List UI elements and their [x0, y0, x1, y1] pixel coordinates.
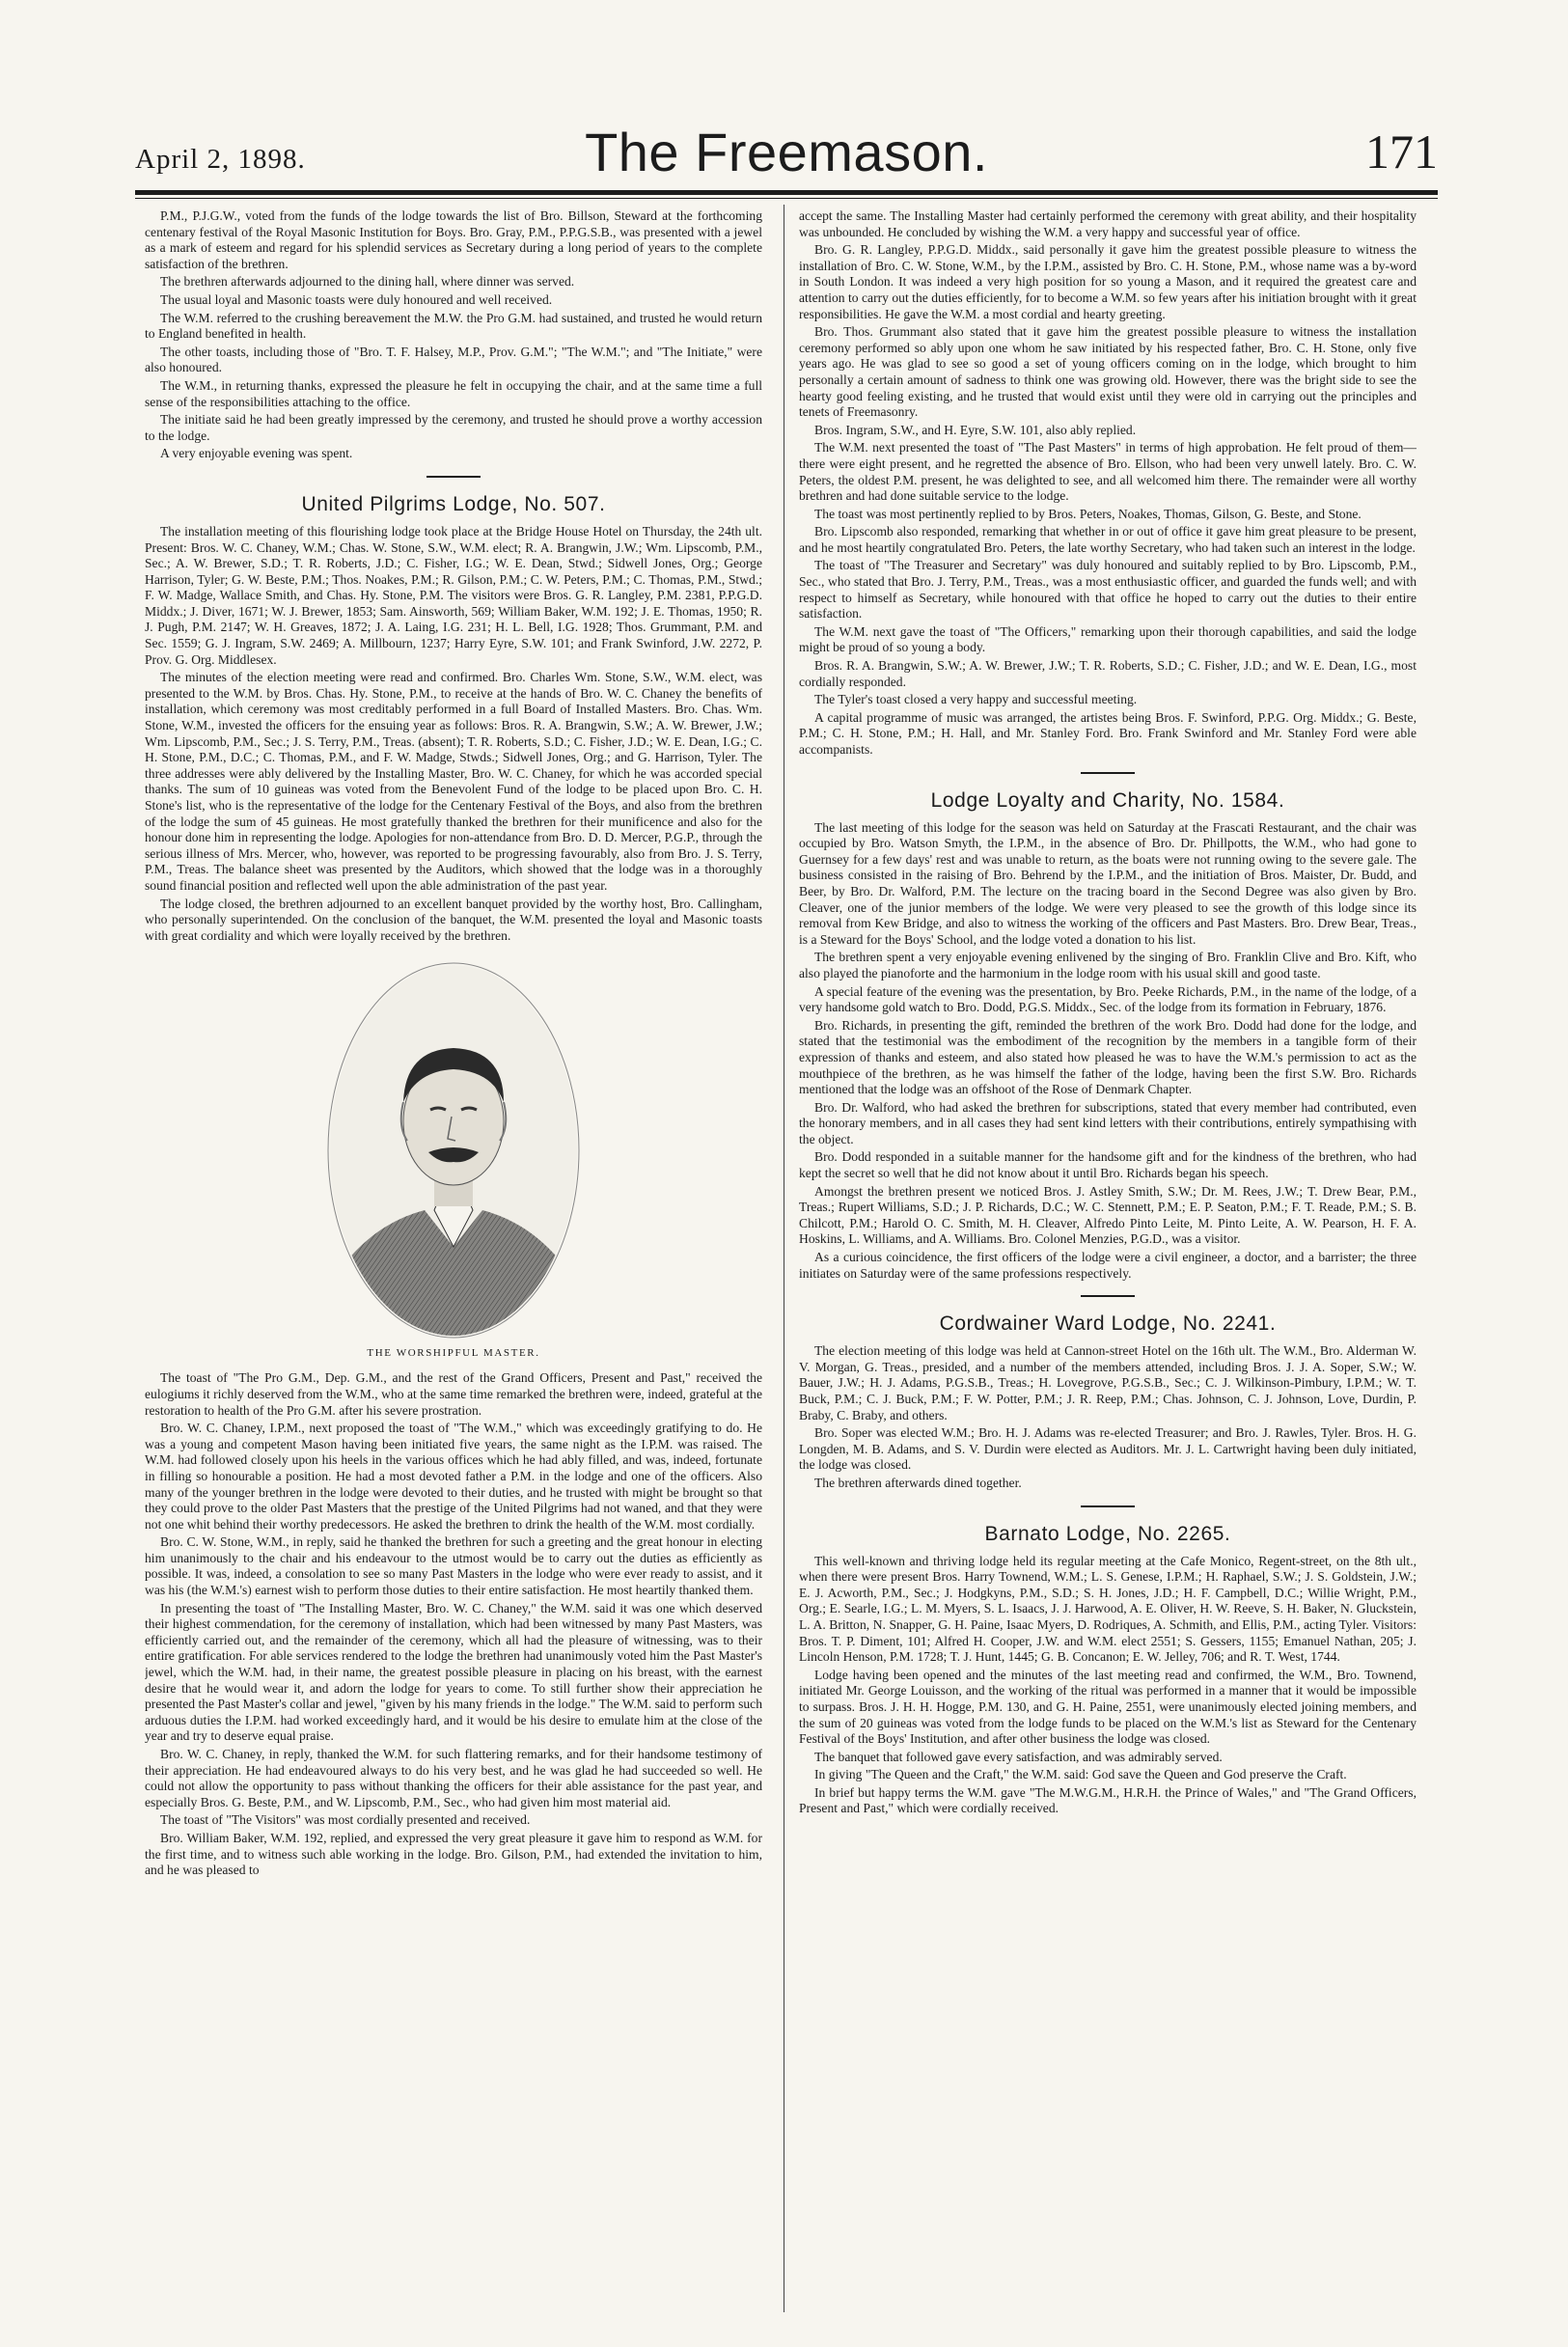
article-paragraph: P.M., P.J.G.W., voted from the funds of the lodge towards the list of Bro. Billson, Steward at the forthcoming centenary festival of the Royal Masonic Institution for Boys. Bro. Gray, P.M., P.P.G.S.B., was presented with a jewel as a mark of esteem and regard for his splendid services as Secretary during a long period of years to the complete satisfaction of the brethren. [145, 208, 762, 271]
section-heading-barnato: Barnato Lodge, No. 2265. [984, 1522, 1231, 1545]
article-paragraph: The W.M., in returning thanks, expressed the pleasure he felt in occupying the chair, and at the same time a full sense of the responsibilities attaching to the office. [145, 377, 762, 409]
left-column [145, 208, 762, 2312]
article-paragraph: Bro. Lipscomb also responded, remarking that whether in or out of office it gave him great pleasure to be present, and he most heartily congratulated Bro. Peters, the late worthy Secretary, who had taken such an interest in the lodge. [799, 524, 1417, 555]
portrait-illustration [145, 957, 762, 1343]
newspaper-title: The Freemason. [585, 122, 988, 182]
article-paragraph: The initiate said he had been greatly impressed by the ceremony, and trusted he should prove a worthy accession to the lodge. [145, 412, 762, 443]
article-paragraph: Bro. Soper was elected W.M.; Bro. H. J. Adams was re-elected Treasurer; and Bro. J. Rawles, Tyler. Bros. H. G. Longden, M. B. Adams, and S. V. Durdin were elected as Auditors. Mr. J. L. Cartwright having been duly initiated, the lodge was closed. [799, 1425, 1417, 1473]
article-paragraph: accept the same. The Installing Master had certainly performed the ceremony with great ability, and their hospitality was unbounded. He concluded by wishing the W.M. a very happy and successful year of office. [799, 208, 1417, 239]
article-paragraph: The Tyler's toast closed a very happy and successful meeting. [814, 692, 1138, 707]
section-heading-united-pilgrims: United Pilgrims Lodge, No. 507. [301, 492, 606, 515]
article-paragraph: The toast of "The Treasurer and Secretary" was duly honoured and suitably replied to by Bro. Lipscomb, P.M., Sec., who stated that Bro. J. Terry, P.M., Treas., was a most enthusiastic officer, and guarded the funds well; and with respect to himself as Secretary, while honoured with that office he hoped to carry out the duties to their entire satisfaction. [799, 558, 1417, 621]
article-paragraph: Bro. C. W. Stone, W.M., in reply, said he thanked the brethren for such a greeting and the great honour in electing him unanimously to the chair and his endeavour to the utmost would be to carry out the duties as efficiently as possible. It was, indeed, a consolation to see so many Past Masters in the lodge who were ever ready to assist, and it was his (the W.M.'s) earnest wish to perform those duties to their entire satisfaction. He most heartily thanked them. [145, 1534, 762, 1598]
article-paragraph: The minutes of the election meeting were read and confirmed. Bro. Charles Wm. Stone, S.W., W.M. elect, was presented to the W.M. by Bros. Chas. Hy. Stone, P.M., to receive at the hands of Bro. W. C. Chaney the benefits of installation, which ceremony was most creditably performed in a full Board of Installed Masters. Bro. Chas. Wm. Stone, W.M., invested the officers for the ensuing year as follows: Bros. R. A. Brangwin, S.W.; A. W. Brewer, J.W.; Wm. Lipscomb, P.M., Sec.; J. S. Terry, P.M., Treas. (absent); T. R. Roberts, S.D.; C. Fisher, J.D.; W. E. Dean, I.G.; C. H. Stone, P.M., D.C.; C. Thomas, P.M., and F. W. Madge, Stwds.; Sidwell Jones, Org.; and G. Harrison, Tyler. The three addresses were ably delivered by the Installing Master, Bro. W. C. Chaney, for which he was accorded special thanks. The sum of 10 guineas was voted from the Benevolent Fund of the lodge to be placed upon Bro. C. H. Stone's list, who is the representative of the lodge for the Centenary Festival of the Boys, and also from the brethren of the lodge the sum of 45 guineas. He most gratefully thanked the brethren for their munificence and also for the honour done him in representing the lodge. Apologies for non-attendance from Bro. D. D. Mercer, P.G.P., through the serious illness of Mrs. Mercer, who, however, was reported to be progressing favourably, also from Bro. J. S. Terry, P.M., Treas. The balance sheet was presented by the Auditors, which showed that the lodge was in a thoroughly sound financial position and reflected well upon the able administration of the past year. [145, 670, 762, 893]
article-paragraph: Bro. Dodd responded in a suitable manner for the handsome gift and for the kindness of the brethren, who had kept the secret so well that he did not know about it until Bro. Richards began his speech. [799, 1149, 1417, 1181]
article-paragraph: The brethren afterwards adjourned to the dining hall, where dinner was served. [160, 274, 575, 290]
article-paragraph: In presenting the toast of "The Installing Master, Bro. W. C. Chaney," the W.M. said it was one which deserved their highest commendation, for the ceremony of installation, which had been witnessed by many Past Masters, was efficiently carried out, and the remainder of the ceremony, which all had the pleasure of witnessing, was to their entire gratification. For able services rendered to the lodge the brethren had unanimously voted him the Past Master's jewel, which the W.M. had, in their name, the greatest possible pleasure in placing on his breast, with the earnest desire that he would wear it, and adorn the lodge for years to come. To still further show their appreciation he presented the Past Master's collar and jewel, "given by his many friends in the lodge." The W.M. said to perform such arduous duties the I.P.M. had worked exceedingly hard, and it would be his desire to emulate him at the close of the year and try to deserve equal praise. [145, 1600, 762, 1744]
article-paragraph: The toast of "The Pro G.M., Dep. G.M., and the rest of the Grand Officers, Present and Past," received the eulogiums it richly deserved from the W.M., who at the same time remarked the brethren were, indeed, grateful at the restoration to health of the Pro G.M. after his severe prostration. [145, 1370, 762, 1418]
article-paragraph: In giving "The Queen and the Craft," the W.M. said: God save the Queen and God preserve the Craft. [814, 1767, 1347, 1782]
section-separator [426, 476, 481, 478]
article-paragraph: The W.M. referred to the crushing bereavement the M.W. the Pro G.M. had sustained, and trusted he would return to England benefited in health. [145, 310, 762, 342]
article-paragraph: The toast of "The Visitors" was most cordially presented and received. [160, 1812, 531, 1828]
article-paragraph: The usual loyal and Masonic toasts were duly honoured and well received. [160, 291, 553, 307]
article-paragraph: Bros. Ingram, S.W., and H. Eyre, S.W. 101, also ably replied. [814, 422, 1137, 437]
article-paragraph: The installation meeting of this flourishing lodge took place at the Bridge House Hotel on Thursday, the 24th ult. Present: Bros. W. C. Chaney, W.M.; Chas. W. Stone, S.W., W.M. elect; R. A. Brangwin, J.W.; Wm. Lipscomb, P.M., Sec.; A. W. Brewer, S.D.; T. R. Roberts, J.D.; C. Fisher, I.G.; W. E. Dean, Stwd.; Sidwell Jones, Org.; George Harrison, Tyler; G. W. Beste, P.M.; Thos. Noakes, P.M.; R. Gilson, P.M.; C. W. Peters, P.M.; C. Thomas, P.M., Stwd.; F. W. Madge, Wallace Smith, and Chas. Hy. Stone, P.M. The visitors were Bros. G. R. Langley, P.M. 2381, P.P.G.D. Middx.; J. Diver, 1671; W. J. Brewer, 1853; Sam. Ainsworth, 569; William Baker, W.M. 192; J. E. Thomas, 1950; R. J. Pugh, P.M. 2147; W. H. Greaves, 1872; J. A. Laing, I.G. 231; H. L. Bell, I.G. 1928; Thos. Grummant, P.M. and Sec. 1559; G. J. Ingram, S.W. 2469; A. Millbourn, 1237; Harry Eyre, S.W. 101; and Frank Swinford, J.W. 2272, P. Prov. G. Org. Middlesex. [145, 523, 762, 667]
article-paragraph: The toast was most pertinently replied to by Bros. Peters, Noakes, Thomas, Gilson, G. Beste, and Stone. [814, 506, 1362, 521]
masthead [135, 114, 1438, 189]
article-paragraph: Lodge having been opened and the minutes of the last meeting read and confirmed, the W.M., Bro. Townend, initiated Mr. George Louisson, and the working of the ritual was performed in a manner that it would be impossible to surpass. Bros. J. H. H. Hogge, P.M. 130, and G. H. Paine, 2551, were unanimously elected joining members, and the sum of 20 guineas was voted from the lodge funds to be placed on the W.M.'s list as Steward for the Centenary Festival of the Boys' Institution, and after other business the lodge was closed. [799, 1667, 1417, 1747]
article-paragraph: Bro. G. R. Langley, P.P.G.D. Middx., said personally it gave him the greatest possible pleasure to witness the installation of Bro. C. W. Stone, W.M., by the I.P.M., assisted by Bro. C. H. Stone, P.M., whose name was a by-word in South London. It was indeed a very high position for so young a Mason, and it required the greatest care and attention to carry out the duties efficiently, for to become a W.M. so few years after his initiation brought with it great responsibilities. He gave the W.M. a most cordial and hearty greeting. [799, 242, 1417, 321]
article-paragraph: In brief but happy terms the W.M. gave "The M.W.G.M., H.R.H. the Prince of Wales," and "The Grand Officers, Present and Past," which were cordially received. [799, 1784, 1417, 1816]
section-heading-cordwainer-ward: Cordwainer Ward Lodge, No. 2241. [939, 1312, 1277, 1336]
article-paragraph: As a curious coincidence, the first officers of the lodge were a civil engineer, a doctor, and a barrister; the three initiates on Saturday were of the same professions respectively. [799, 1250, 1417, 1281]
article-paragraph: The brethren afterwards dined together. [814, 1475, 1022, 1490]
portrait-caption: THE WORSHIPFUL MASTER. [367, 1347, 540, 1360]
issue-date: April 2, 1898. [135, 144, 306, 175]
article-paragraph: Bro. W. C. Chaney, in reply, thanked the W.M. for such flattering remarks, and for their handsome testimony of their appreciation. He had endeavoured always to do his very best, and he was glad he had succeeded so well. He could not allow the opportunity to pass without thanking the officers for their able assistance for the past year, and especially Bros. G. Beste, P.M., and W. Lipscomb, P.M., Sec., who had given him most material aid. [145, 1747, 762, 1809]
article-paragraph: Bro. W. C. Chaney, I.P.M., next proposed the toast of "The W.M.," which was exceedingly gratifying to do. He was a young and competent Mason having been initiated five years, the same night as the I.P.M. was raised. The W.M. had followed closely upon his heels in the various offices which he had ably filled, and was, indeed, fortunate in filling so honourable a position. He had a most devoted father a P.M. in the lodge and one of the officers. Also many of the younger brethren in the lodge were devoted to their duties, and he trusted with might be brought so that they could prove to the older Past Masters that the prestige of the United Pilgrims had not waned, and that they were not one whit behind their worthy predecessors. He asked the brethren to drink the health of the W.M. most cordially. [145, 1421, 762, 1532]
article-paragraph: A very enjoyable evening was spent. [160, 446, 353, 461]
section-heading-loyalty-charity: Lodge Loyalty and Charity, No. 1584. [930, 788, 1285, 812]
article-paragraph: The W.M. next gave the toast of "The Officers," remarking upon their thorough capabilities, and said the lodge might be proud of so young a body. [799, 623, 1417, 655]
article-paragraph: This well-known and thriving lodge held its regular meeting at the Cafe Monico, Regent-street, on the 8th ult., when there were present Bros. Harry Townend, W.M.; L. S. Genese, I.P.M.; H. Raphael, S.W.; J. S. Goldstein, J.W.; E. J. Acworth, P.M., Sec.; J. Hodgkyns, P.M., S.D.; S. H. Jones, J.D.; H. F. Campbell, D.C.; Willie Wright, P.M., Org.; E. Searle, I.G.; L. M. Myers, S. L. Isaacs, J. J. Harwood, A. E. Oliver, H. W. Reeve, S. H. Baker, N. Gluckstein, L. A. Britton, N. Snapper, G. H. Paine, Isaac Myers, D. Rodriques, A. Schmith, and Ellis, P.M., acting Tyler. Visitors: Bros. T. P. Diment, 101; Alfred H. Cooper, J.W. and W.M. elect 2551; S. Gessers, 1155; Emanuel Nathan, 205; J. Lincoln Henson, P.M. 1728; T. J. Hunt, 1445; G. B. Concanon; E. W. Jelley, 706; and R. T. West, 1744. [799, 1553, 1417, 1665]
article-paragraph: A special feature of the evening was the presentation, by Bro. Peeke Richards, P.M., in the name of the lodge, of a very handsome gold watch to Bro. Dodd, P.G.S. Middx., Sec. of the lodge from its formation in February, 1876. [799, 983, 1417, 1015]
article-paragraph: Bro. Richards, in presenting the gift, reminded the brethren of the work Bro. Dodd had done for the lodge, and stated that the testimonial was the embodiment of the recognition by the members in a tangible form of their expression of thanks and esteem, and also stated how pleased he was to have the W.M.'s permission to act as the mouthpiece of the brethren, as he was himself the father of the lodge, having been the first S.W. Bro. Richards mentioned that the lodge was an offshoot of the Rose of Denmark Chapter. [799, 1017, 1417, 1097]
article-paragraph: The election meeting of this lodge was held at Cannon-street Hotel on the 16th ult. The W.M., Bro. Alderman W. V. Morgan, G. Treas., presided, and a number of the members attended, including Bros. J. J. A. Soper, S.W.; W. Bauer, J.W.; H. J. Adams, P.G.S.B., Treas.; H. Lovegrove, P.G.S.B., Sec.; C. J. Wilkinson-Pimbury, I.P.M.; W. T. Buck, P.M.; C. J. Buck, P.M.; F. W. Potter, P.M.; J. R. Reep, P.M.; Chas. Johnson, C. J. Johnson, Love, Durdin, P. Braby, C. Braby, and others. [799, 1343, 1417, 1422]
article-paragraph: Bro. Dr. Walford, who had asked the brethren for subscriptions, stated that every member had contributed, even the honorary members, and in all cases they had sent kind letters with their contributions, entirely sympathising with the object. [799, 1099, 1417, 1146]
article-paragraph: The lodge closed, the brethren adjourned to an excellent banquet provided by the worthy host, Bro. Callingham, who personally superintended. On the conclusion of the banquet, the W.M. presented the loyal and Masonic toasts with great cordiality and which were loyally received by the brethren. [145, 896, 762, 943]
right-column [799, 208, 1417, 2312]
section-separator [1081, 1295, 1135, 1297]
article-paragraph: The other toasts, including those of "Bro. T. F. Halsey, M.P., Prov. G.M."; "The W.M."; and "The Initiate," were also honoured. [145, 344, 762, 375]
header-rule [135, 190, 1438, 195]
article-paragraph: The W.M. next presented the toast of "The Past Masters" in terms of high approbation. He felt proud of them—there were eight present, and he regretted the absence of Bro. Ellson, who had been very unwell lately. Bro. C. W. Peters, the oldest P.M. present, he was delighted to see, and all welcomed him there. The remainder were all worthy brethren and had done suitable service to the lodge. [799, 440, 1417, 504]
section-separator [1081, 1505, 1135, 1507]
article-paragraph: Bros. R. A. Brangwin, S.W.; A. W. Brewer, J.W.; T. R. Roberts, S.D.; C. Fisher, J.D.; and W. E. Dean, I.G., most cordially responded. [799, 658, 1417, 689]
article-paragraph: Bro. Thos. Grummant also stated that it gave him the greatest possible pleasure to witness the installation ceremony performed so ably upon one whom he saw initiated by his respected father, Bro. C. H. Stone, only five years ago. He was glad to see so good a set of young officers coming on in the lodge, which brought to him personally a certain amount of sadness to think one was growing old. However, there was the bright side to see the hearty good feeling existing, and he trusted that would exist until they were old in carrying out the principles and tenets of Freemasonry. [799, 324, 1417, 420]
page-number: 171 [1365, 124, 1438, 179]
article-paragraph: The brethren spent a very enjoyable evening enlivened by the singing of Bro. Franklin Clive and Bro. Kift, who also played the pianoforte and the harmonium in the lodge room with his usual skill and good taste. [799, 950, 1417, 980]
article-paragraph: Amongst the brethren present we noticed Bros. J. Astley Smith, S.W.; Dr. M. Rees, J.W.; T. Drew Bear, P.M., Treas.; Rupert Williams, S.D.; J. P. Richards, D.C.; W. C. Stennett, P.M.; E. P. Seaton, P.M.; F. T. Reade, P.M.; S. B. Chilcott, P.M.; Harold O. C. Smith, M. H. Cleaver, Alfredo Pinto Leite, M. Pinto Leite, A. W. Pearson, H. F. A. Hoskins, L. Williams, and A. Williams. Bro. Colonel Menzies, P.G.D., was a visitor. [799, 1183, 1417, 1247]
article-paragraph: A capital programme of music was arranged, the artistes being Bros. F. Swinford, P.P.G. Org. Middx.; G. Beste, P.M.; C. H. Stone, P.M.; H. Hall, and Mr. Stanley Ford. Bro. Frank Swinford and Mr. Stanley Ford were able accompanists. [799, 709, 1417, 757]
article-paragraph: The banquet that followed gave every satisfaction, and was admirably served. [814, 1749, 1223, 1764]
portrait-engraving [145, 957, 762, 1343]
article-paragraph: The last meeting of this lodge for the season was held on Saturday at the Frascati Restaurant, and the chair was occupied by Bro. Watson Smyth, the I.P.M., in the absence of Bro. Dr. Phillpotts, the W.M., who had gone to Guernsey for a few days' rest and was unable to return, as the boats were not running owing to the severe gale. The business consisted in the raising of Bro. Behrend by the I.P.M., and the initiation of Bros. Maister, Dr. Budd, and Beer, by Bro. Dr. Walford, P.M. The lecture on the tracing board in the Second Degree was also given by Bro. Cleaver, one of the junior members of the lodge. We were very pleased to see the growth of this lodge since its removal from Kew Bridge, and also to witness the working of the officers and Past Masters. Bro. Drew Bear, Treas., is a Steward for the Boys' School, and the lodge voted a donation to his list. [799, 819, 1417, 947]
section-separator [1081, 772, 1135, 774]
article-paragraph: Bro. William Baker, W.M. 192, replied, and expressed the very great pleasure it gave him to respond as W.M. for the first time, and to witness such able working in the lodge. Bro. Gilson, P.M., had extended the invitation to him, and he was pleased to [145, 1830, 762, 1878]
header-rule-thin [135, 198, 1438, 199]
